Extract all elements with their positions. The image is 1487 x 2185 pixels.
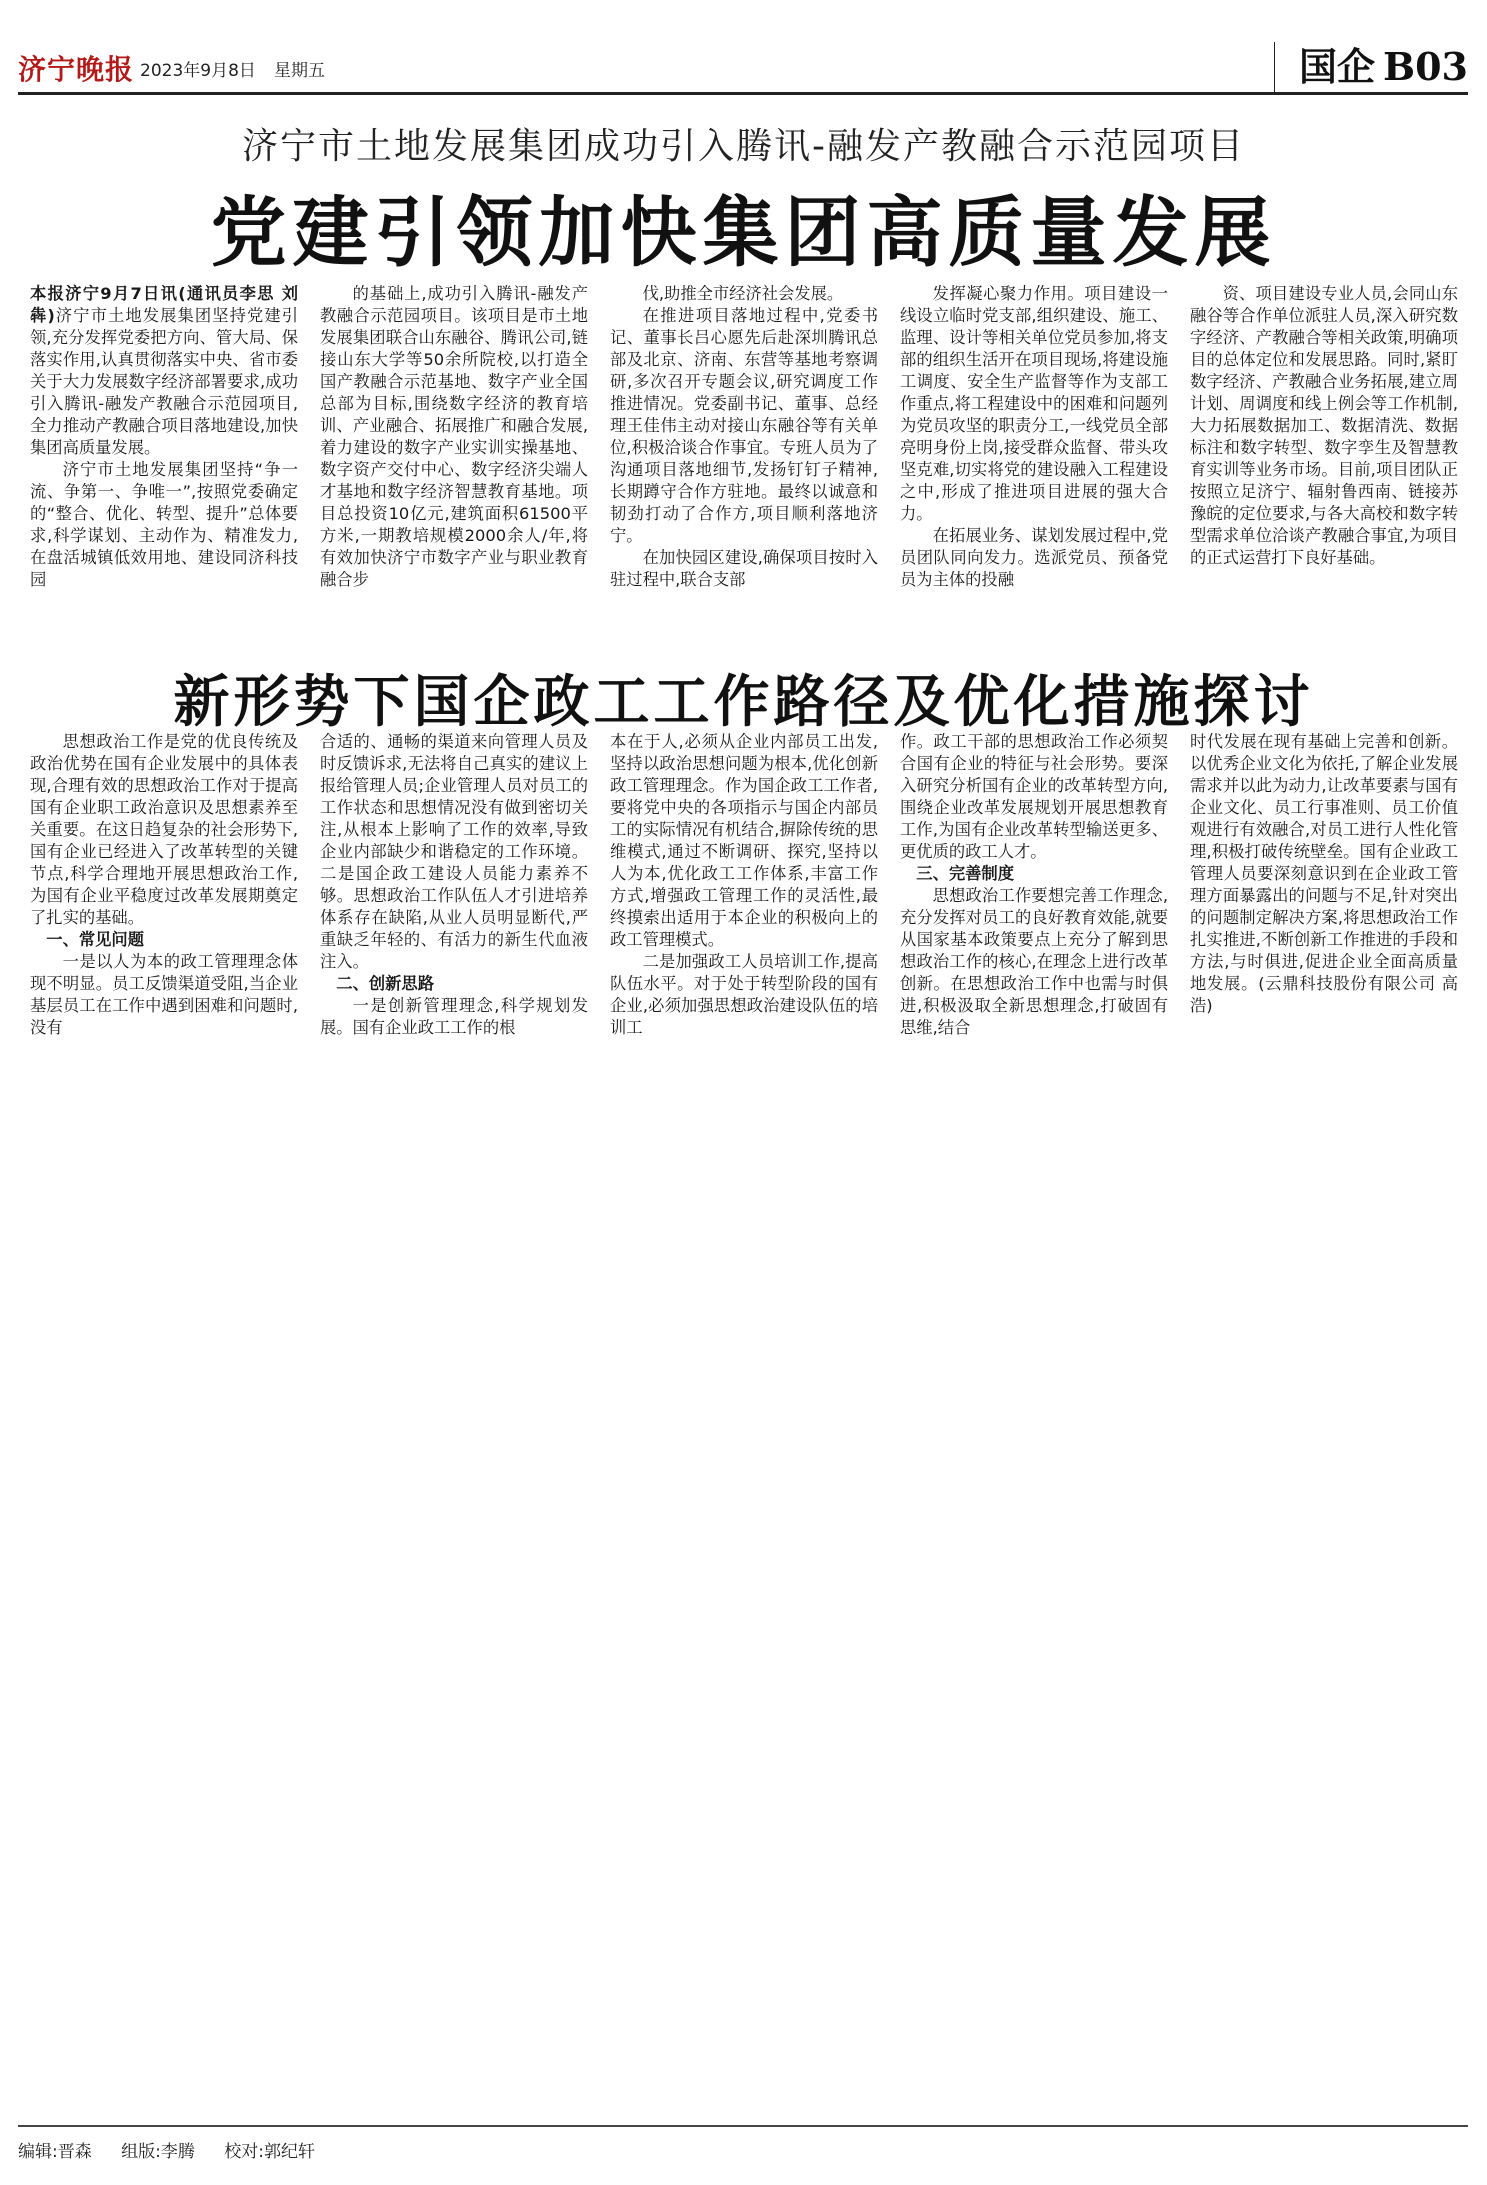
- section-subtitle: 三、完善制度: [916, 864, 1014, 883]
- paragraph: 作。政工干部的思想政治工作必须契合国有企业的特征与社会形势。要深入研究分析国有企业的改革转型方向,围绕企业改革发展规划开展思想教育工作,为国有企业改革转型输送更多、更优质的政工人才。: [900, 732, 1168, 861]
- section-name: 国企: [1298, 44, 1375, 89]
- paragraph-text: 在拓展业务、谋划发展过程中,党员团队同向发力。选派党员、预备党员为主体的投融: [900, 526, 1168, 589]
- paragraph: [610, 283, 878, 305]
- paragraph-text: 在推进项目落地过程中,党委书记、董事长吕心愿先后赴深圳腾讯总部及北京、济南、东营等基地考察调研,多次召开专题会议,研究调度工作推进情况。党委副书记、董事、总经理王佳伟主动对接山东融谷等有关单位,积极洽谈合作事宜。专班人员为了沟通项目落地细节,发扬钉钉子精神,长期蹲守合作方驻地。最终以诚意和韧劲打动了合作方,项目顺利落地济宁。: [610, 306, 878, 545]
- paragraph-text: 济宁市土地发展集团坚持“争一流、争第一、争唯一”,按照党委确定的“整合、优化、转型、提升”总体要求,科学谋划、主动作为、精准发力,在盘活城镇低效用地、建设同济科技园: [30, 460, 298, 589]
- page-number: B03: [1383, 44, 1468, 89]
- paragraph: 思想政治工作要想完善工作理念,充分发挥对员工的良好教育效能,就要从国家基本政策要点上充分了解到思想政治工作的核心,在理念上进行改革创新。在思想政治工作中也需与时俱进,积极汲取全新思想理念,打破固有思维,结合: [900, 886, 1168, 1037]
- paper-logo: 济宁晚报: [18, 53, 135, 86]
- paragraph: 合适的、通畅的渠道来向管理人员及时反馈诉求,无法将自己真实的建议上报给管理人员;企业管理人员对员工的工作状态和思想情况没有做到密切关注,从根本上影响了工作的效率,导致企业内部缺少和谐稳定的工作环境。二是国企政工建设人员能力素养不够。思想政治工作队伍人才引进培养体系存在缺陷,从业人员明显断代,严重缺乏年轻的、有活力的新生代血液注入。: [320, 732, 588, 971]
- article1-headline: 党建引领加快集团高质量发展: [210, 188, 1277, 277]
- paragraph-text: 在加快园区建设,确保项目按时入驻过程中,联合支部: [610, 548, 878, 589]
- section-subtitle: 二、创新思路: [336, 974, 434, 993]
- article1-column: [610, 283, 878, 643]
- paragraph: 二是加强政工人员培训工作,提高队伍水平。对于处于转型阶段的国有企业,必须加强思想政治建设队伍的培训工: [610, 952, 878, 1037]
- page-footer: [18, 2125, 1468, 2162]
- article1-body: [30, 283, 1458, 643]
- paragraph: [30, 283, 298, 459]
- article1-column: [320, 283, 588, 643]
- article2-headline: 新形势下国企政工工作路径及优化措施探讨: [173, 669, 1314, 735]
- paragraph: 一是以人为本的政工管理理念体现不明显。员工反馈渠道受阻,当企业基层员工在工作中遇到困难和问题时,没有: [30, 952, 298, 1037]
- paragraph-text: 资、项目建设专业人员,会同山东融谷等合作单位派驻人员,深入研究数字经济、产教融合等相关政策,明确项目的总体定位和发展思路。同时,紧盯数字经济、产教融合业务拓展,建立周计划、周调度和线上例会等工作机制,大力拓展数据加工、数据清洗、数据标注和数字转型、数字孪生及智慧教育实训等业务市场。目前,项目团队正按照立足济宁、辐射鲁西南、链接苏豫皖的定位要求,与各大高校和数字转型需求单位洽谈产教融合事宜,为项目的正式运营打下良好基础。: [1190, 284, 1458, 567]
- article1-column: [900, 283, 1168, 643]
- article1-column: [30, 283, 298, 643]
- masthead: [18, 42, 1468, 95]
- paragraph-text: 的基础上,成功引入腾讯-融发产教融合示范园项目。该项目是市土地发展集团联合山东融谷、腾讯公司,链接山东大学等50余所院校,以打造全国产教融合示范基地、数字产业全国总部为目标,围绕数字经济的教育培训、产业融合、拓展推广和融合发展,着力建设的数字产业实训实操基地、数字资产交付中心、数字经济尖端人才基地和数字经济智慧教育基地。项目总投资10亿元,建筑面积61500平方米,一期教培规模2000余人/年,将有效加快济宁市数字产业与职业教育融合步: [320, 284, 588, 589]
- paragraph: 一是创新管理理念,科学规划发展。国有企业政工工作的根: [320, 996, 588, 1037]
- editor-credit: 编辑:晋森: [18, 2142, 92, 2162]
- paragraph: [900, 525, 1168, 591]
- paragraph: [320, 283, 588, 591]
- paragraph: [900, 283, 1168, 525]
- paragraph-text: 伐,助推全市经济社会发展。: [642, 284, 844, 303]
- section-label: [1274, 42, 1468, 92]
- article2-body: [30, 731, 1458, 1131]
- paragraph: [30, 459, 298, 591]
- issue-date: 2023年9月8日: [140, 61, 256, 81]
- article2-column: [900, 731, 1168, 1131]
- paragraph: [610, 547, 878, 591]
- article2-column: [610, 731, 878, 1131]
- paragraph-text: 济宁市土地发展集团坚持党建引领,充分发挥党委把方向、管大局、保落实作用,认真贯彻落实中央、省市委关于大力发展数字经济部署要求,成功引入腾讯-融发产教融合示范园项目,全力推动产教融合项目落地建设,加快集团高质量发展。: [30, 306, 298, 457]
- paragraph: [610, 305, 878, 547]
- article1-subhead: 济宁市土地发展集团成功引入腾讯-融发产教融合示范园项目: [242, 126, 1245, 167]
- article2-column: [1190, 731, 1458, 1131]
- issue-weekday: 星期五: [274, 61, 325, 81]
- article2-column: [320, 731, 588, 1131]
- paragraph: 本在于人,必须从企业内部员工出发,坚持以政治思想问题为根本,优化创新政工管理理念。作为国企政工工作者,要将党中央的各项指示与国企内部员工的实际情况有机结合,摒除传统的思维模式,通过不断调研、探究,坚持以人为本,优化政工工作体系,丰富工作方式,增强政工管理工作的灵活性,最终摸索出适用于本企业的积极向上的政工管理模式。: [610, 732, 878, 949]
- article2-column: [30, 731, 298, 1131]
- paragraph: 时代发展在现有基础上完善和创新。以优秀企业文化为依托,了解企业发展需求并以此为动力,让改革要素与国有企业文化、员工行事准则、员工价值观进行有效融合,对员工进行人性化管理,积极打破传统壁垒。国有企业政工管理人员要深刻意识到在企业政工管理方面暴露出的问题与不足,针对突出的问题制定解决方案,将思想政治工作扎实推进,不断创新工作推进的手段和方法,与时俱进,促进企业全面高质量地发展。(云鼎科技股份有限公司 高浩): [1190, 732, 1458, 1015]
- paragraph: [1190, 283, 1458, 569]
- layout-credit: 组版:李腾: [121, 2142, 195, 2162]
- paragraph-text: 发挥凝心聚力作用。项目建设一线设立临时党支部,组织建设、施工、监理、设计等相关单位党员参加,将支部的组织生活开在项目现场,将建设施工调度、安全生产监督等作为支部工作重点,将工程建设中的困难和问题列为党员攻坚的职责分工,一线党员全部亮明身份上岗,接受群众监督、带头攻坚克难,切实将党的建设融入工程建设之中,形成了推进项目进展的强大合力。: [900, 284, 1168, 523]
- dateline: 本报济宁9月7日讯(通讯员李思 刘犇): [30, 284, 298, 325]
- article1-column: [1190, 283, 1458, 643]
- proofreader-credit: 校对:郭纪轩: [224, 2142, 316, 2162]
- paragraph: 思想政治工作是党的优良传统及政治优势在国有企业发展中的具体表现,合理有效的思想政治工作对于提高国有企业职工政治意识及思想素养至关重要。在这日趋复杂的社会形势下,国有企业已经进入了改革转型的关键节点,科学合理地开展思想政治工作,为国有企业平稳度过改革发展期奠定了扎实的基础。: [30, 732, 298, 927]
- section-subtitle: 一、常见问题: [46, 930, 144, 949]
